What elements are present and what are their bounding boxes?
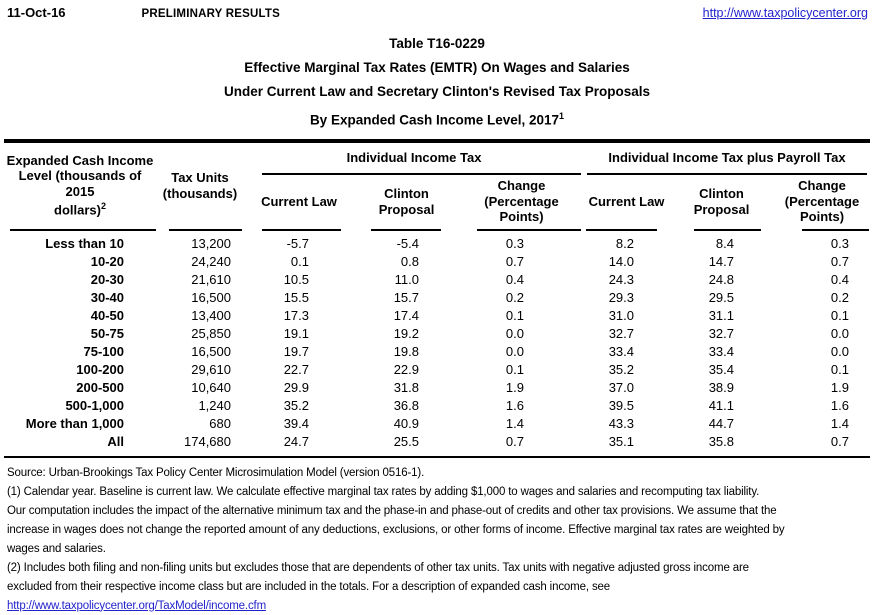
- row-label-income: All: [107, 433, 124, 449]
- table-cell: 174,680: [184, 433, 231, 449]
- table-bottom-rule: [4, 456, 870, 458]
- title-line-4: By Expanded Cash Income Level, 2017$^1$: [309, 111, 565, 128]
- table-body: [4, 235, 870, 451]
- footnote-2-line: excluded from their respective income class but are included in the totals. For a description of expanded cash income, see: [7, 580, 611, 593]
- table-cell: 29.9: [283, 379, 309, 395]
- table-cell: 8.2: [615, 235, 634, 251]
- row-label-income: 40-50: [90, 307, 124, 323]
- table-row: [4, 361, 870, 379]
- table-cell: 19.7: [283, 343, 309, 359]
- column-header-clinton-proposal-iit: Clinton Proposal: [354, 175, 459, 231]
- table-cell: 0.1: [290, 253, 309, 269]
- table-cell: 24.8: [708, 271, 734, 287]
- header-underline: [10, 229, 156, 231]
- table-cell: 35.4: [708, 361, 734, 377]
- column-group-individual-income-tax: Individual Income Tax: [244, 143, 584, 175]
- column-group-iit-plus-payroll-tax: Individual Income Tax plus Payroll Tax: [584, 143, 870, 175]
- row-label-income: More than 1,000: [25, 415, 124, 431]
- row-label-income: 10-20: [90, 253, 124, 269]
- column-header-current-law-iit: Current Law: [244, 175, 354, 231]
- row-label-income: 20-30: [90, 271, 124, 287]
- table-cell: 0.0: [505, 343, 524, 359]
- column-header-clinton-proposal-payroll: Clinton Proposal: [669, 175, 774, 231]
- table-cell: 0.2: [830, 289, 849, 305]
- table-cell: 21,610: [191, 271, 231, 287]
- table-row: [4, 235, 870, 253]
- table-cell: 29.3: [608, 289, 634, 305]
- table-cell: 11.0: [394, 271, 419, 287]
- table-cell: 36.8: [393, 397, 419, 413]
- table-cell: 31.8: [393, 379, 419, 395]
- table-cell: 32.7: [708, 325, 734, 341]
- table-cell: 1.9: [505, 379, 524, 395]
- table-cell: 680: [209, 415, 231, 431]
- table-cell: 0.0: [830, 325, 849, 341]
- table-cell: 16,500: [191, 289, 231, 305]
- table-row: [4, 271, 870, 289]
- table-cell: 0.1: [830, 361, 849, 377]
- column-header-income-level: Expanded Cash Income Level (thousands of 2015 dollars)$^2$: [4, 143, 156, 231]
- table-cell: 13,400: [191, 307, 231, 323]
- table-cell: 0.3: [505, 235, 524, 251]
- table-cell: 10.5: [283, 271, 309, 287]
- footnote-1-line: Our computation includes the impact of the alternative minimum tax and the phase-in and phase-out of credits and other tax provisions. We assume that the: [7, 504, 777, 517]
- table-cell: 40.9: [393, 415, 419, 431]
- table-cell: 35.2: [283, 397, 309, 413]
- table-cell: 15.5: [283, 289, 309, 305]
- emtr-table: [4, 139, 870, 458]
- table-cell: 31.0: [608, 307, 634, 323]
- title-line-3: Under Current Law and Secretary Clinton's Revised Tax Proposals: [223, 84, 651, 99]
- table-cell: 22.9: [393, 361, 419, 377]
- table-cell: 44.7: [708, 415, 734, 431]
- income-definition-link[interactable]: http://www.taxpolicycenter.org/TaxModel/income.cfm: [7, 599, 267, 612]
- table-row: [4, 253, 870, 271]
- table-cell: 43.3: [608, 415, 634, 431]
- table-cell: 25,850: [191, 325, 231, 341]
- header-underline: [262, 229, 341, 231]
- table-cell: 0.7: [505, 433, 524, 449]
- table-cell: 0.1: [830, 307, 849, 323]
- table-cell: 1.6: [830, 397, 849, 413]
- table-cell: 25.5: [393, 433, 419, 449]
- header-underline: [586, 229, 657, 231]
- table-row: [4, 343, 870, 361]
- row-label-income: 30-40: [90, 289, 124, 305]
- table-cell: 0.4: [830, 271, 849, 287]
- table-cell: 35.2: [608, 361, 634, 377]
- table-cell: 0.0: [830, 343, 849, 359]
- table-cell: 1.4: [505, 415, 524, 431]
- table-cell: 29,610: [191, 361, 231, 377]
- table-number: Table T16-0229: [389, 36, 485, 51]
- table-row: [4, 379, 870, 397]
- table-cell: 17.4: [393, 307, 419, 323]
- row-label-income: 75-100: [83, 343, 124, 359]
- row-label-income: 50-75: [90, 325, 124, 341]
- table-cell: 35.1: [608, 433, 634, 449]
- table-cell: 13,200: [191, 235, 231, 251]
- table-row: [4, 415, 870, 433]
- row-label-income: Less than 10: [45, 235, 124, 251]
- table-cell: 41.1: [708, 397, 734, 413]
- footnote-1-line: wages and salaries.: [7, 542, 106, 555]
- header-underline: [802, 229, 869, 231]
- table-cell: 17.3: [283, 307, 309, 323]
- footnote-ref-2: 2: [100, 201, 106, 212]
- row-label-income: 200-500: [76, 379, 124, 395]
- column-header-tax-units: Tax Units (thousands): [156, 143, 244, 231]
- table-cell: 14.7: [708, 253, 734, 269]
- table-row: [4, 325, 870, 343]
- table-cell: 19.1: [283, 325, 309, 341]
- table-cell: 19.2: [393, 325, 419, 341]
- table-cell: 24.7: [283, 433, 309, 449]
- table-cell: 0.8: [400, 253, 419, 269]
- table-cell: 32.7: [608, 325, 634, 341]
- table-cell: 35.8: [708, 433, 734, 449]
- table-cell: 0.7: [830, 433, 849, 449]
- table-cell: 0.7: [505, 253, 524, 269]
- page-top-bar: [0, 0, 874, 20]
- table-cell: 33.4: [708, 343, 734, 359]
- table-cell: 39.5: [608, 397, 634, 413]
- table-cell: 0.1: [505, 307, 524, 323]
- table-cell: 1.9: [830, 379, 849, 395]
- row-label-income: 500-1,000: [65, 397, 124, 413]
- table-cell: 0.2: [505, 289, 524, 305]
- footnotes: [7, 464, 867, 615]
- table-cell: 24.3: [608, 271, 634, 287]
- table-header: [4, 143, 870, 231]
- column-header-current-law-payroll: Current Law: [584, 175, 669, 231]
- table-cell: 0.1: [505, 361, 524, 377]
- table-cell: 16,500: [191, 343, 231, 359]
- table-cell: 0.4: [505, 271, 524, 287]
- header-underline: [371, 229, 441, 231]
- table-cell: 0.0: [505, 325, 524, 341]
- table-cell: -5.4: [396, 235, 419, 251]
- footnote-1-line: increase in wages does not change the reported amount of any deductions, exclusions, or other forms of income. Effective marginal tax rates are weighted by: [7, 523, 785, 536]
- table-cell: 1.4: [830, 415, 849, 431]
- row-label-income: 100-200: [76, 361, 124, 377]
- table-cell: 19.8: [393, 343, 419, 359]
- footnote-2-line: (2) Includes both filing and non-filing units but excludes those that are dependents of other tax units. Tax units with negative adjusted gross income are: [7, 561, 749, 574]
- taxpolicycenter-link[interactable]: http://www.taxpolicycenter.org: [702, 6, 868, 20]
- table-cell: 31.1: [708, 307, 734, 323]
- column-header-change-iit: Change (Percentage Points): [459, 175, 584, 231]
- footnote-ref-1: 1: [559, 111, 565, 121]
- table-title-block: [0, 32, 874, 133]
- table-cell: 38.9: [708, 379, 734, 395]
- table-cell: 39.4: [283, 415, 309, 431]
- table-row: [4, 289, 870, 307]
- table-cell: 1,240: [198, 397, 231, 413]
- table-cell: 24,240: [191, 253, 231, 269]
- table-cell: 0.3: [830, 235, 849, 251]
- report-date: 11-Oct-16: [7, 5, 66, 20]
- table-cell: 15.7: [393, 289, 419, 305]
- table-cell: 29.5: [708, 289, 734, 305]
- table-cell: 0.7: [830, 253, 849, 269]
- table-cell: -5.7: [286, 235, 309, 251]
- preliminary-results-label: PRELIMINARY RESULTS: [141, 8, 280, 20]
- table-row: [4, 433, 870, 451]
- source-note: Source: Urban-Brookings Tax Policy Center Microsimulation Model (version 0516-1).: [7, 466, 425, 479]
- footnote-1-line: (1) Calendar year. Baseline is current law. We calculate effective marginal tax rates by adding $1,000 to wages and salaries and recomputing tax liability.: [7, 485, 760, 498]
- header-underline: [477, 229, 581, 231]
- table-row: [4, 307, 870, 325]
- header-underline: [169, 229, 242, 231]
- footnote-link-line: [7, 597, 867, 615]
- table-cell: 37.0: [608, 379, 634, 395]
- table-cell: 8.4: [715, 235, 734, 251]
- table-cell: 33.4: [608, 343, 634, 359]
- header-underline: [694, 229, 761, 231]
- table-cell: 10,640: [191, 379, 231, 395]
- table-cell: 14.0: [608, 253, 634, 269]
- table-cell: 22.7: [283, 361, 309, 377]
- title-line-2: Effective Marginal Tax Rates (EMTR) On Wages and Salaries: [244, 60, 630, 75]
- table-row: [4, 397, 870, 415]
- table-cell: 1.6: [505, 397, 524, 413]
- column-header-change-payroll: Change (Percentage Points): [774, 175, 870, 231]
